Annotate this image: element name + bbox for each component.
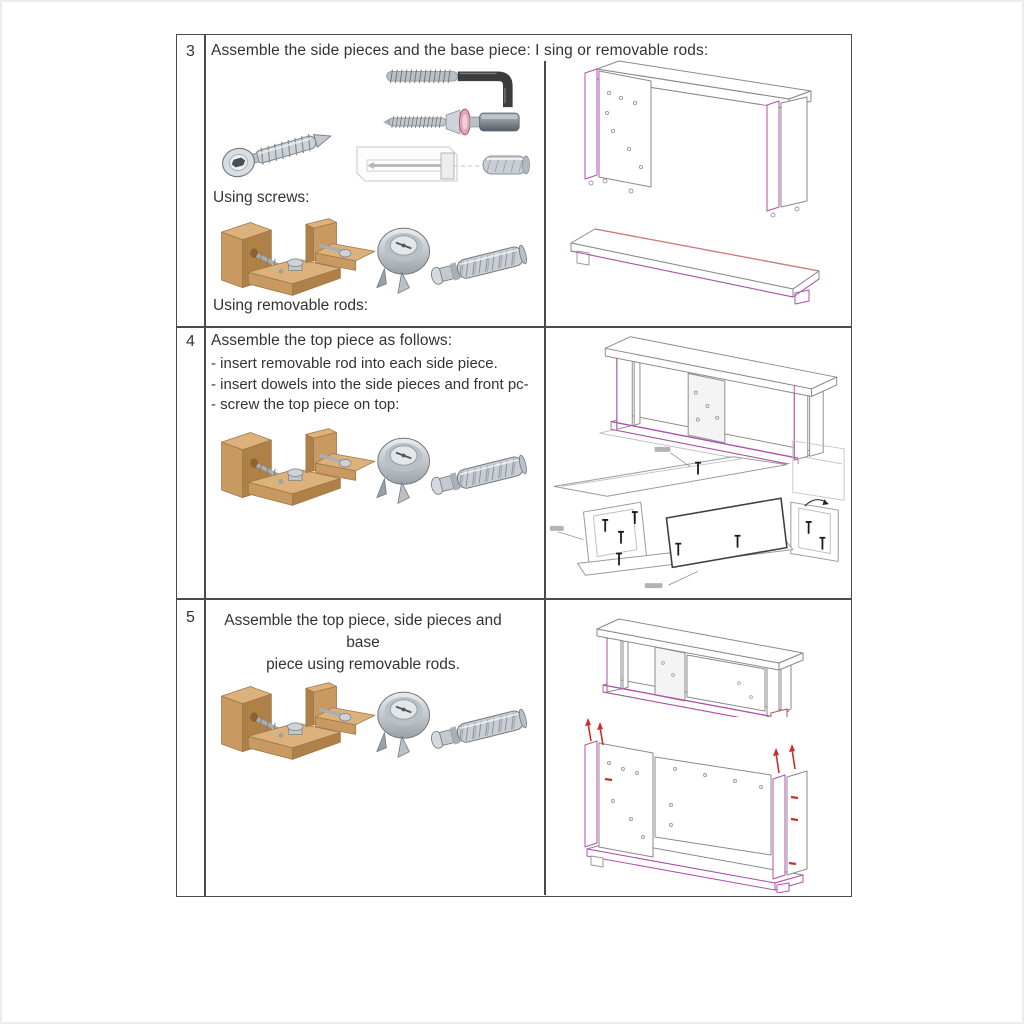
rod-insert-diagram-icon xyxy=(353,135,538,195)
step-5-title-line-1: Assemble the top piece, side pieces and base xyxy=(224,612,502,651)
step-number-3: 3 xyxy=(186,43,195,60)
step-4-title: Assemble the top piece as follows: xyxy=(211,332,453,349)
step-5-title-line-2: piece using removable rods. xyxy=(266,656,460,673)
middle-column-divider xyxy=(544,61,546,895)
step-4-bullet-2: - insert dowels into the side pieces and front pc- xyxy=(211,375,529,393)
assembled-unit-drawing-icon xyxy=(589,613,813,717)
step-4-bullets xyxy=(211,354,529,416)
caption-using-removable-rods: Using removable rods: xyxy=(213,297,369,314)
step-5-title xyxy=(207,610,519,676)
exploded-assembly-drawing-icon xyxy=(549,437,851,595)
cam-joint-hardware-set xyxy=(207,421,537,513)
cam-joint-hardware-set xyxy=(207,675,537,767)
cam-joint-hardware-set xyxy=(207,211,537,303)
step-number-5: 5 xyxy=(186,609,195,626)
confirmat-screw-icon xyxy=(209,109,341,195)
step-3-title: Assemble the side pieces and the base piece: I sing or removable rods: xyxy=(211,42,709,59)
step-4-bullet-1: - insert removable rod into each side piece. xyxy=(211,355,498,372)
step-number-4: 4 xyxy=(186,333,195,350)
row-divider-4-5 xyxy=(177,598,851,600)
frame-with-rods-drawing-icon xyxy=(575,715,815,893)
row-divider-3-4 xyxy=(177,326,851,328)
number-column-divider xyxy=(204,35,206,896)
instruction-table xyxy=(176,34,852,897)
frame-drawing-icon xyxy=(571,51,827,226)
step-4-bullet-3: - screw the top piece on top: xyxy=(211,396,400,413)
base-piece-drawing-icon xyxy=(563,213,829,305)
caption-using-screws: Using screws: xyxy=(213,189,310,206)
